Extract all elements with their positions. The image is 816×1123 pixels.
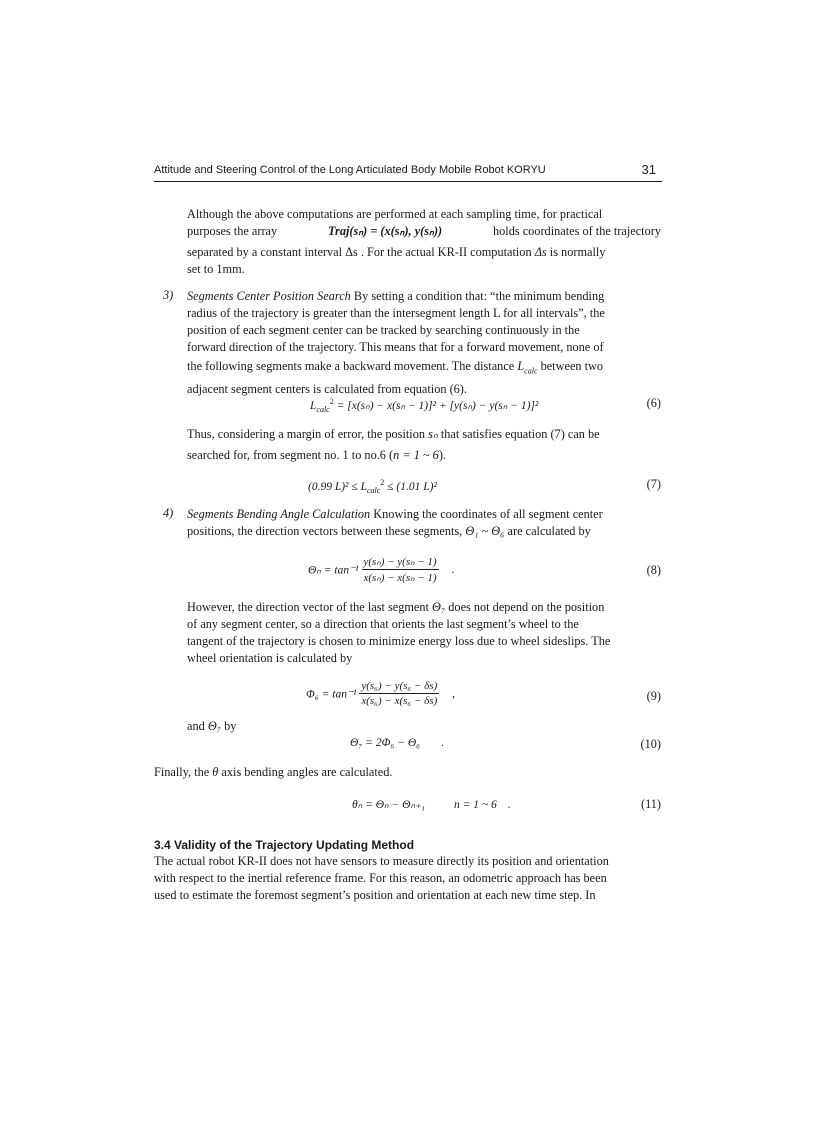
last-segment-line-4: wheel orientation is calculated by [187, 651, 353, 665]
equation-8-number: (8) [646, 563, 661, 577]
item-3-line-6: adjacent segment centers is calculated from equation (6). [187, 382, 467, 397]
equation-11-number: (11) [640, 797, 661, 811]
running-title: Attitude and Steering Control of the Long Articulated Body Mobile Robot KORYU [154, 164, 546, 176]
equation-9: Φ₆ = tan⁻¹ $\frac{\text{y(s₆) − y(s₆ − δs)}}{\text{x(s₆) − x(s₆ − δs)}}$ , [306, 680, 455, 707]
finally-line: Finally, the θ axis bending angles are calculated. [154, 765, 393, 779]
last-segment-line-2: of any segment center, so a direction that orients the last segment’s wheel to the [187, 617, 579, 631]
margin-line-2: searched for, from segment no. 1 to no.6 (n = 1 ~ 6). [187, 448, 446, 462]
item-3-line-1: Segments Center Position Search By setting a condition that: “the minimum bending [187, 289, 605, 303]
equation-8-fraction: $\frac{\text{y(sₙ) − y(sₙ − 1)}}{\text{x(sₙ) − x(sₙ − 1)}}$ [363, 556, 437, 584]
item-3-number: 3) [163, 288, 174, 302]
equation-11: θₙ = Θₙ − Θₙ₊₁ n = 1 ~ 6 . [352, 799, 511, 811]
equation-6-number: (6) [646, 396, 661, 410]
traj-expression: Traj(sₙ) = (x(sₙ), y(sₙ)) [328, 224, 443, 238]
section-paragraph [154, 853, 662, 904]
last-segment-paragraph [187, 599, 661, 667]
item-3-line-4: forward direction of the trajectory. This means that for a forward movement, none of [187, 340, 604, 354]
intro-line-2: purposes the array Traj(sₙ) = (x(sₙ), y(sₙ)) holds coordinates of the trajectory [187, 224, 661, 238]
equation-6: $L_{calc}^2 = [x(s_n) - x(s_n - 1)]^2 + [y(s_n) - y(s_n - 1)]^2$ [310, 397, 539, 415]
and-theta7-line: and Θ₇ by [187, 719, 237, 733]
item-4-number: 4) [163, 506, 174, 520]
item-3-line-2: radius of the trajectory is greater than the intersegment length L for all intervals”, the [187, 306, 605, 320]
margin-paragraph [187, 426, 661, 464]
item-3-line-3: position of each segment center can be tracked by searching continuously in the [187, 323, 580, 337]
running-header [154, 164, 662, 182]
equation-10-number: (10) [640, 737, 661, 751]
section-line-2: with respect to the inertial reference frame. For this reason, an odometric approach has been [154, 871, 607, 885]
intro-line-3: separated by a constant interval Δs . For the actual KR-II computation Δs is normally [187, 245, 606, 259]
equation-9-fraction: $\frac{\text{y(s₆) − y(s₆ − δs)}}{\text{x(s₆) − x(s₆ − δs)}}$ [361, 680, 438, 707]
margin-line-1: Thus, considering a margin of error, the position sₙ that satisfies equation (7) can be [187, 427, 600, 441]
equation-8: Θₙ = tan⁻¹ $\frac{\text{y(sₙ) − y(sₙ − 1)}}{\text{x(sₙ) − x(sₙ − 1)}}$ . [308, 556, 455, 584]
item-4-line-1: Segments Bending Angle Calculation Knowing the coordinates of all segment center [187, 507, 603, 521]
intro-line-4: set to 1mm. [187, 262, 245, 276]
section-line-3: used to estimate the foremost segment’s position and orientation at each new time step. In [154, 888, 596, 902]
item-4-line-2: positions, the direction vectors between these segments, Θ₁ ~ Θ₆ are calculated by [187, 524, 591, 538]
item-4-title: Segments Bending Angle Calculation [187, 507, 371, 521]
last-segment-line-3: tangent of the trajectory is chosen to minimize energy loss due to wheel sideslips. The [187, 634, 611, 648]
equation-9-number: (9) [646, 689, 661, 703]
item-3-title: Segments Center Position Search [187, 289, 351, 303]
intro-line-1: Although the above computations are performed at each sampling time, for practical [187, 207, 603, 221]
last-segment-line-1: However, the direction vector of the last segment Θ₇ does not depend on the position [187, 600, 605, 614]
page-number: 31 [641, 162, 656, 177]
equation-7-number: (7) [646, 477, 661, 491]
equation-10: Θ₇ = 2Φ₆ − Θ₆ . [350, 737, 444, 749]
section-heading: 3.4 Validity of the Trajectory Updating Method [154, 838, 415, 852]
item-4-paragraph [187, 506, 661, 540]
section-line-1: The actual robot KR-II does not have sensors to measure directly its position and orientation [154, 854, 609, 868]
item-3-paragraph [187, 288, 661, 398]
equation-7: (0.99 $L)^2 \le L_{calc}^2 \le (1.01$ L)² [308, 478, 437, 496]
intro-paragraph [187, 206, 661, 278]
item-3-line-5: the following segments make a backward movement. The distance $L_{calc}$ between two [187, 359, 604, 376]
